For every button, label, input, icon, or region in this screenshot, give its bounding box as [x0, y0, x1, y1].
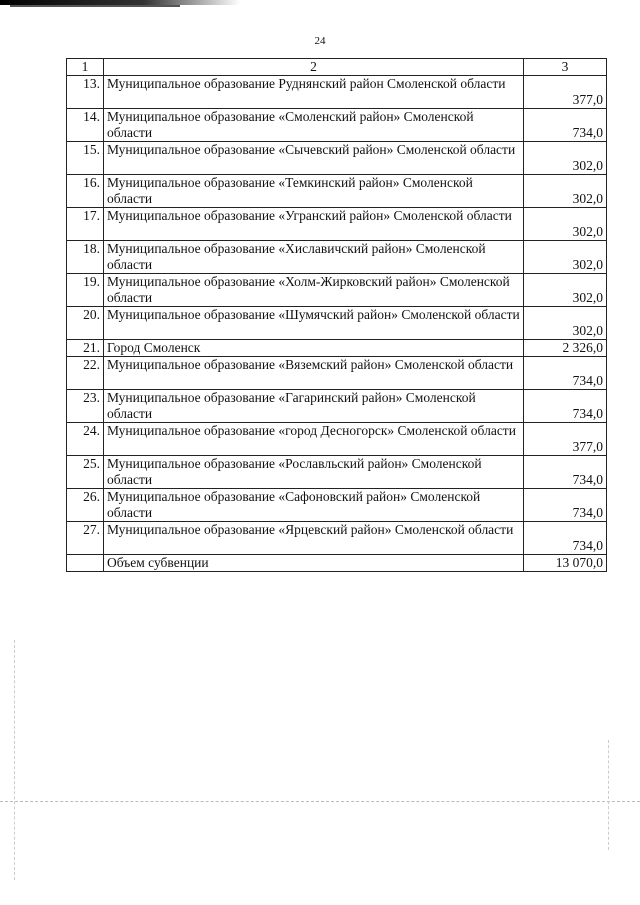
table-row	[67, 390, 607, 423]
header-col-2: 2	[104, 59, 524, 76]
scan-artifact-top-line	[10, 5, 180, 7]
row-number: 23.	[67, 390, 104, 423]
table-header-row	[67, 59, 607, 76]
subsidy-table	[66, 58, 607, 572]
municipality-name: Муниципальное образование «Холм-Жирковский район» Смоленской области	[104, 274, 524, 307]
subsidy-amount: 302,0	[524, 142, 607, 175]
subsidy-amount: 377,0	[524, 423, 607, 456]
subsidy-amount: 734,0	[524, 109, 607, 142]
subsidy-amount: 302,0	[524, 175, 607, 208]
scan-artifact-fold	[0, 801, 640, 802]
municipality-name: Муниципальное образование «Хиславичский район» Смоленской области	[104, 241, 524, 274]
subsidy-amount: 302,0	[524, 208, 607, 241]
row-number: 21.	[67, 340, 104, 357]
row-number: 24.	[67, 423, 104, 456]
table-row	[67, 522, 607, 555]
page-number: 24	[314, 35, 326, 47]
table-row	[67, 456, 607, 489]
row-number: 13.	[67, 76, 104, 109]
municipality-name: Муниципальное образование Руднянский район Смоленской области	[104, 76, 524, 109]
municipality-name: Муниципальное образование «Темкинский район» Смоленской области	[104, 175, 524, 208]
row-number: 16.	[67, 175, 104, 208]
table-row	[67, 307, 607, 340]
municipality-name: Муниципальное образование «Угранский район» Смоленской области	[104, 208, 524, 241]
subsidy-amount: 734,0	[524, 489, 607, 522]
table-row	[67, 208, 607, 241]
subsidy-amount: 302,0	[524, 241, 607, 274]
table-row	[67, 357, 607, 390]
row-number: 17.	[67, 208, 104, 241]
subsidy-amount: 302,0	[524, 274, 607, 307]
table-row	[67, 274, 607, 307]
subsidy-amount: 2 326,0	[524, 340, 607, 357]
table-row	[67, 423, 607, 456]
table-row	[67, 241, 607, 274]
table-total-row	[67, 555, 607, 572]
table-row	[67, 340, 607, 357]
header-col-1: 1	[67, 59, 104, 76]
municipality-name: Город Смоленск	[104, 340, 524, 357]
row-number: 27.	[67, 522, 104, 555]
row-number: 20.	[67, 307, 104, 340]
row-number: 26.	[67, 489, 104, 522]
row-number: 18.	[67, 241, 104, 274]
row-number: 22.	[67, 357, 104, 390]
municipality-name: Муниципальное образование «Вяземский район» Смоленской области	[104, 357, 524, 390]
table-row	[67, 142, 607, 175]
scan-artifact-right	[608, 740, 609, 850]
table-row	[67, 109, 607, 142]
municipality-name: Муниципальное образование «Гагаринский район» Смоленской области	[104, 390, 524, 423]
total-amount: 13 070,0	[524, 555, 607, 572]
subsidy-amount: 734,0	[524, 456, 607, 489]
subsidy-amount: 734,0	[524, 390, 607, 423]
row-number: 19.	[67, 274, 104, 307]
subsidy-amount: 734,0	[524, 522, 607, 555]
municipality-name: Муниципальное образование «Шумячский район» Смоленской области	[104, 307, 524, 340]
table-row	[67, 489, 607, 522]
total-row-number	[67, 555, 104, 572]
scan-artifact-left	[14, 640, 15, 880]
municipality-name: Муниципальное образование «Смоленский район» Смоленской области	[104, 109, 524, 142]
municipality-name: Муниципальное образование «Рославльский район» Смоленской области	[104, 456, 524, 489]
municipality-name: Муниципальное образование «Ярцевский район» Смоленской области	[104, 522, 524, 555]
municipality-name: Муниципальное образование «Сычевский район» Смоленской области	[104, 142, 524, 175]
table-row	[67, 175, 607, 208]
subsidy-amount: 302,0	[524, 307, 607, 340]
subsidy-amount: 377,0	[524, 76, 607, 109]
row-number: 14.	[67, 109, 104, 142]
municipality-name: Муниципальное образование «город Десногорск» Смоленской области	[104, 423, 524, 456]
total-label: Объем субвенции	[104, 555, 524, 572]
header-col-3: 3	[524, 59, 607, 76]
municipality-name: Муниципальное образование «Сафоновский район» Смоленской области	[104, 489, 524, 522]
row-number: 15.	[67, 142, 104, 175]
subsidy-amount: 734,0	[524, 357, 607, 390]
row-number: 25.	[67, 456, 104, 489]
table-row	[67, 76, 607, 109]
